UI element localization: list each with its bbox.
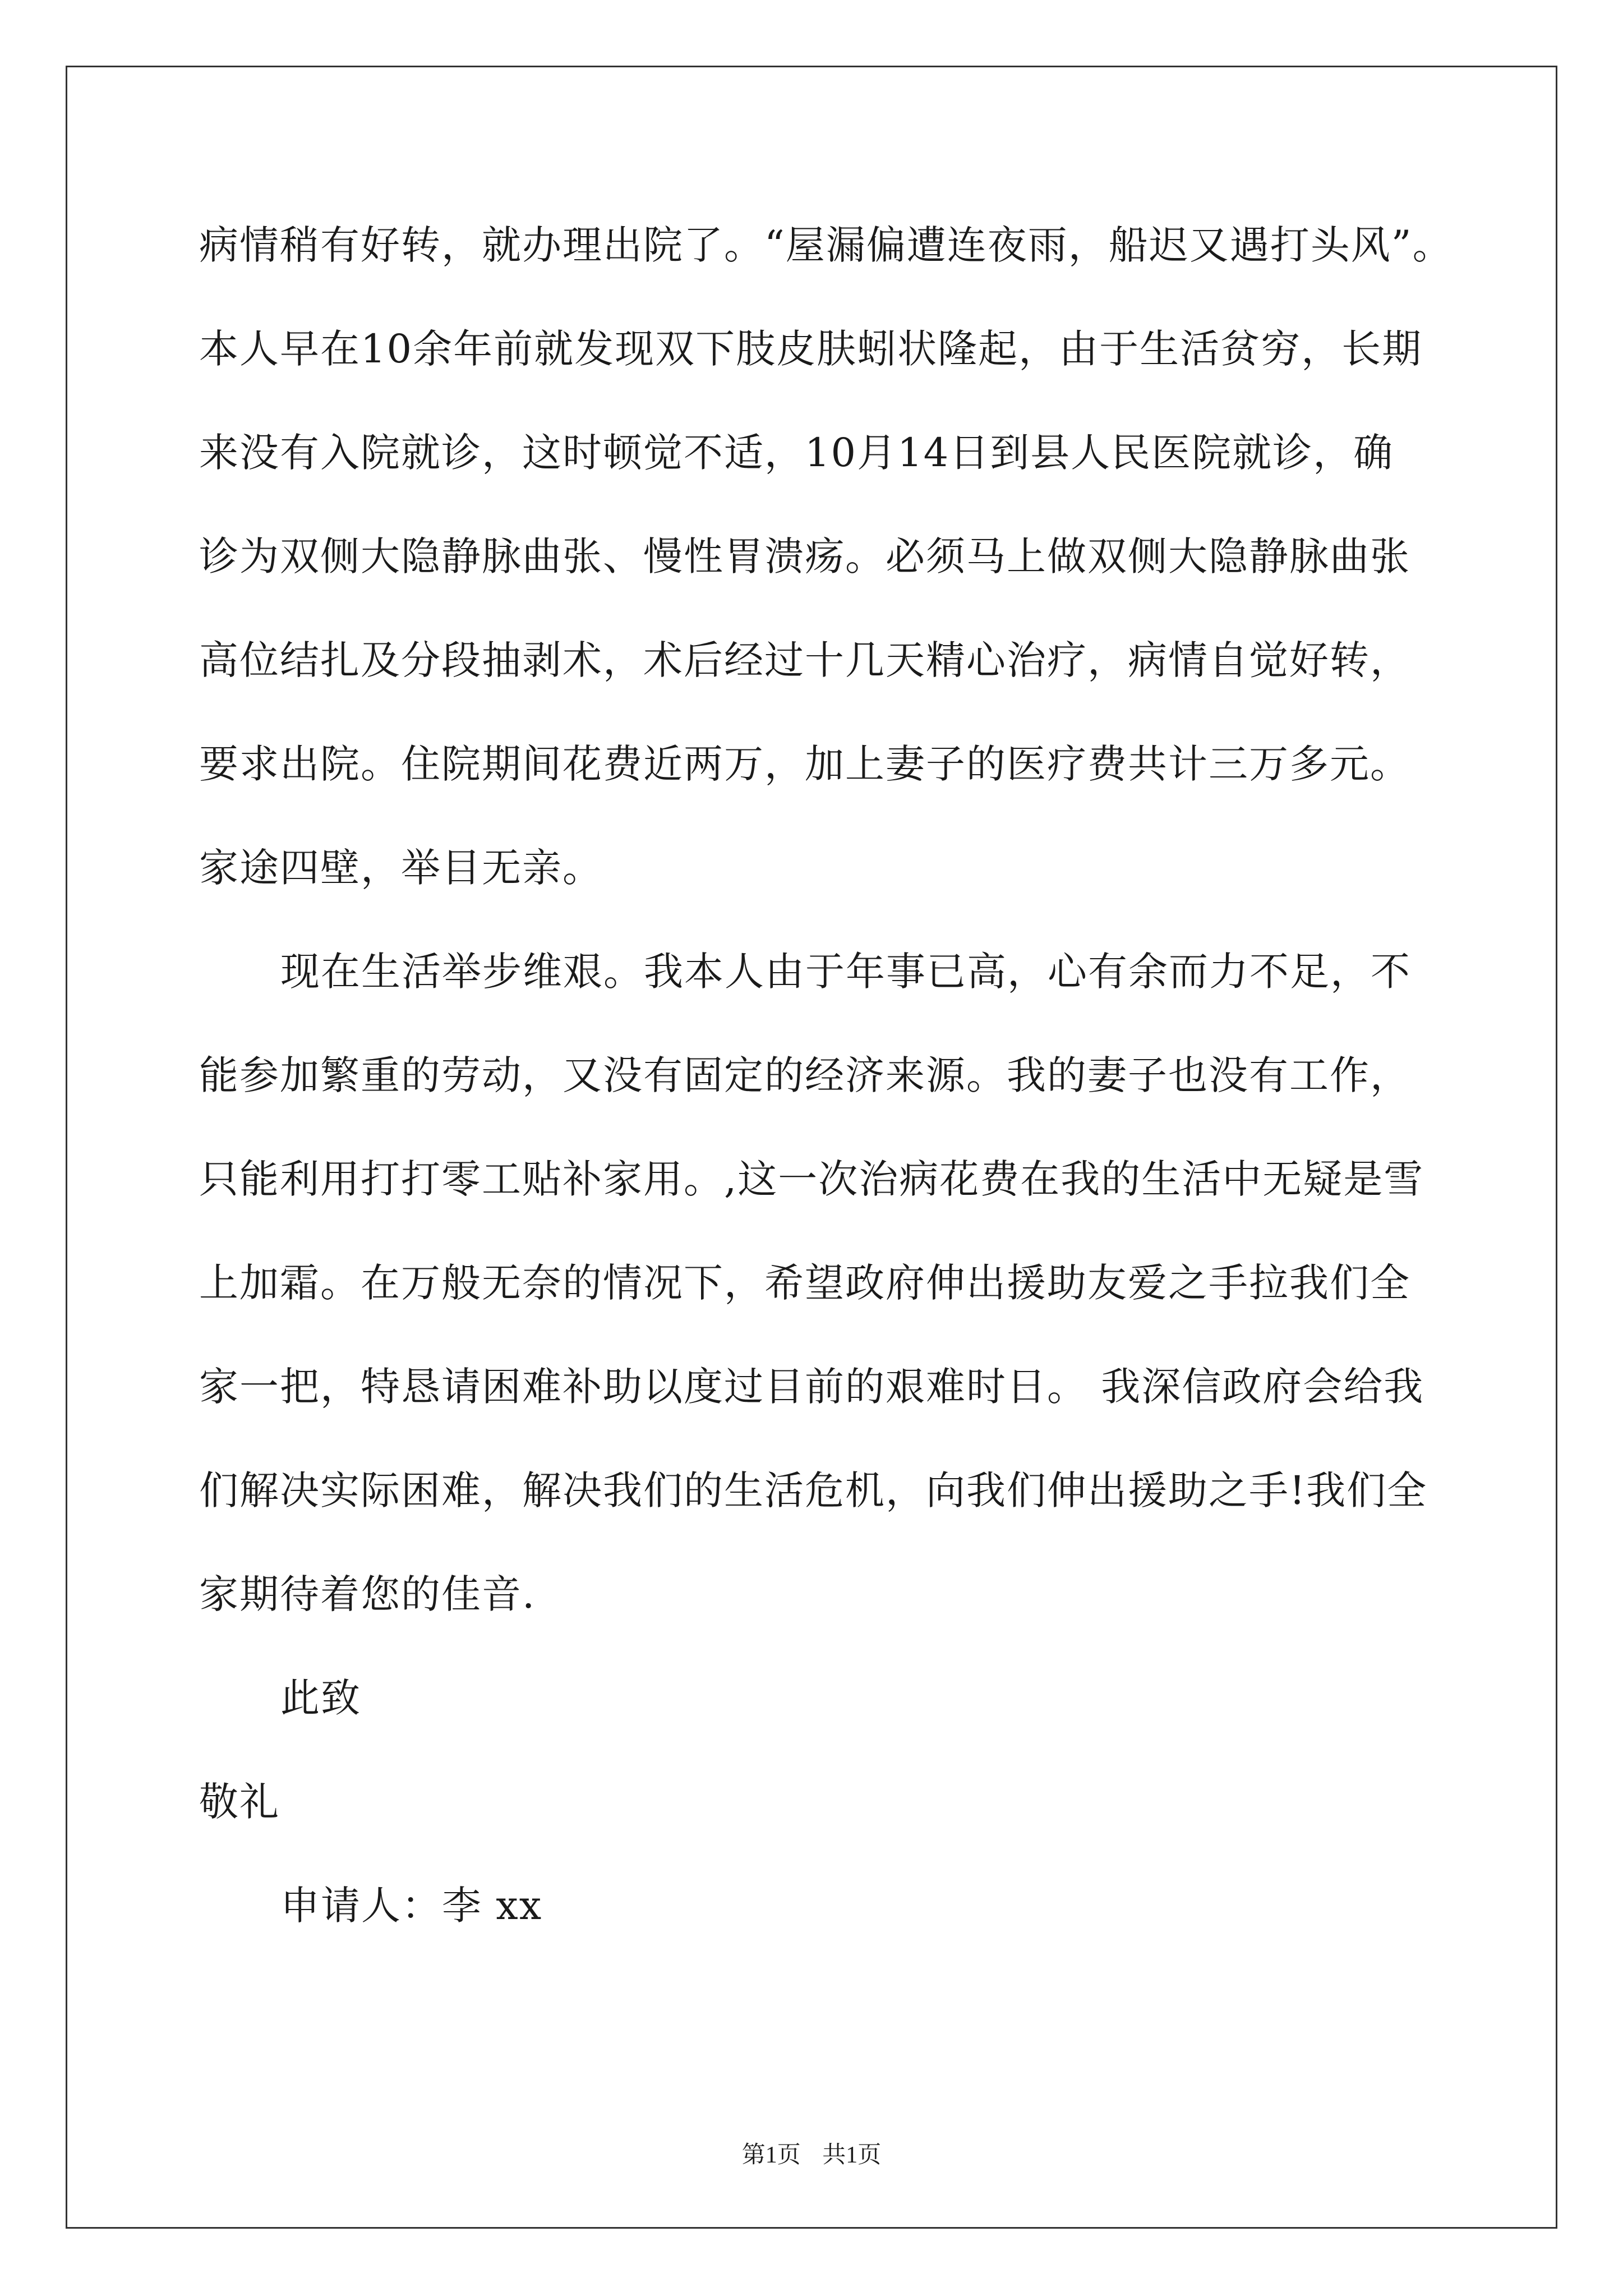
text-line: 高位结扎及分段抽剥术，术后经过十几天精心治疗，病情自觉好转， (199, 637, 1410, 683)
text-line: 们解决实际困难，解决我们的生活危机，向我们伸出援助之手!我们全 (199, 1467, 1428, 1513)
text-line: 要求出院。住院期间花费近两万，加上妻子的医疗费共计三万多元。 (199, 741, 1410, 787)
text-line: 上加霜。在万般无奈的情况下，希望政府伸出援助友爱之手拉我们全 (199, 1260, 1410, 1306)
page-total: 共1页 (822, 2142, 882, 2168)
text-line: 病情稍有好转，就办理出院了。“屋漏偏遭连夜雨，船迟又遇打头风”。 (199, 222, 1453, 268)
text-line: 只能利用打打零工贴补家用。,这一次治病花费在我的生活中无疑是雪 (199, 1156, 1424, 1202)
paragraph-start-line: 现在生活举步维艰。我本人由于年事已高，心有余而力不足，不 (280, 949, 1411, 995)
text-line: 诊为双侧大隐静脉曲张、慢性胃溃疡。必须马上做双侧大隐静脉曲张 (199, 533, 1410, 579)
closing-regards: 敬礼 (199, 1779, 280, 1825)
page-footer (0, 2136, 1623, 2170)
closing-salutation: 此致 (280, 1675, 361, 1721)
applicant-signature: 申请人：李 xx (280, 1883, 543, 1929)
text-line: 家期待着您的佳音. (199, 1571, 536, 1617)
text-line: 家一把，特恳请困难补助以度过目前的艰难时日。 我深信政府会给我 (199, 1364, 1424, 1410)
text-line: 能参加繁重的劳动，又没有固定的经济来源。我的妻子也没有工作， (199, 1052, 1410, 1098)
document-body (199, 194, 1455, 1958)
text-line: 家途四壁，举目无亲。 (199, 845, 603, 891)
text-line: 本人早在10余年前就发现双下肢皮肤蚓状隆起，由于生活贫穷，长期 (199, 326, 1423, 372)
page-number: 第1页 (741, 2142, 801, 2168)
text-line: 来没有入院就诊，这时顿觉不适，10月14日到县人民医院就诊，确 (199, 430, 1394, 476)
